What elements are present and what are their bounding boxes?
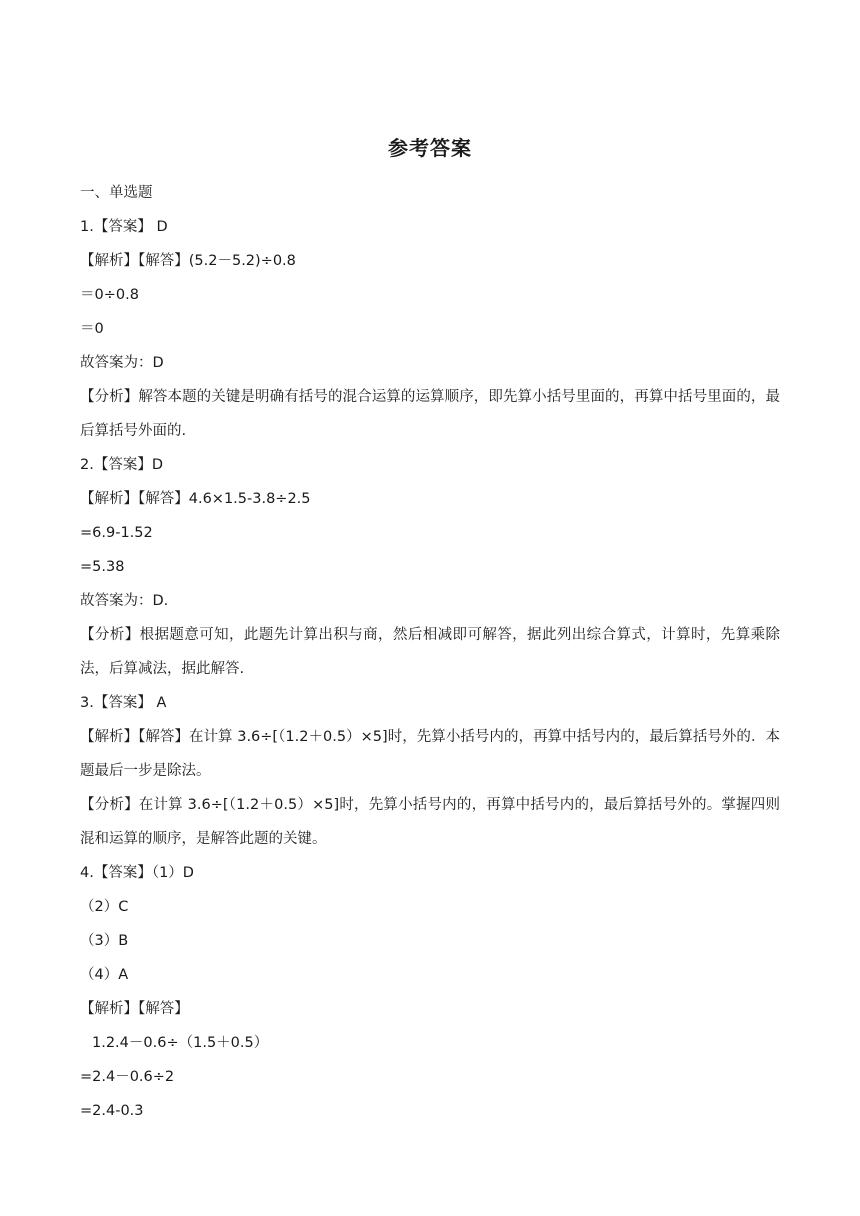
section-heading: 一、单选题 [80,185,153,201]
q2-step1: =6.9-1.52 [80,525,153,541]
q4-part3: （3）B [80,933,129,949]
q1-analysis: 【解析】【解答】(5.2－5.2)÷0.8 [80,253,296,269]
page-title: 参考答案 [388,136,472,160]
q2-conclusion: 故答案为：D. [80,593,169,609]
q3-answer: 3.【答案】 A [80,695,167,711]
q1-conclusion: 故答案为：D [80,355,164,371]
q2-note: 【分析】根据题意可知，此题先计算出积与商，然后相减即可解答，据此列出综合算式，计算时，先算乘除法，后算减法，据此解答. [80,627,780,677]
q4-analysis: 【解析】【解答】 [80,1001,189,1017]
q2-answer: 2.【答案】D [80,457,163,473]
q1-note: 【分析】解答本题的关键是明确有括号的混合运算的运算顺序，即先算小括号里面的，再算中括号里面的，最后算括号外面的. [80,389,780,439]
q1-answer: 1.【答案】 D [80,219,168,235]
q4-answer: 4.【答案】（1）D [80,865,194,881]
q4-part2: （2）C [80,899,129,915]
q4-step2: =2.4-0.3 [80,1103,144,1119]
q1-step1: ＝0÷0.8 [80,287,139,303]
q1-step2: ＝0 [80,321,104,337]
q4-expression: 1.2.4－0.6÷（1.5＋0.5） [92,1035,269,1051]
q3-note: 【分析】在计算 3.6÷[（1.2＋0.5）×5]时，先算小括号内的，再算中括号内的，最后算括号外的。掌握四则混和运算的顺序，是解答此题的关键。 [80,797,780,847]
q2-analysis: 【解析】【解答】4.6×1.5-3.8÷2.5 [80,491,311,507]
q2-step2: =5.38 [80,559,125,575]
q4-part4: （4）A [80,967,129,983]
q4-step1: =2.4－0.6÷2 [80,1069,175,1085]
q3-analysis: 【解析】【解答】在计算 3.6÷[（1.2＋0.5）×5]时，先算小括号内的，再算中括号内的，最后算括号外的．本题最后一步是除法。 [80,729,780,779]
